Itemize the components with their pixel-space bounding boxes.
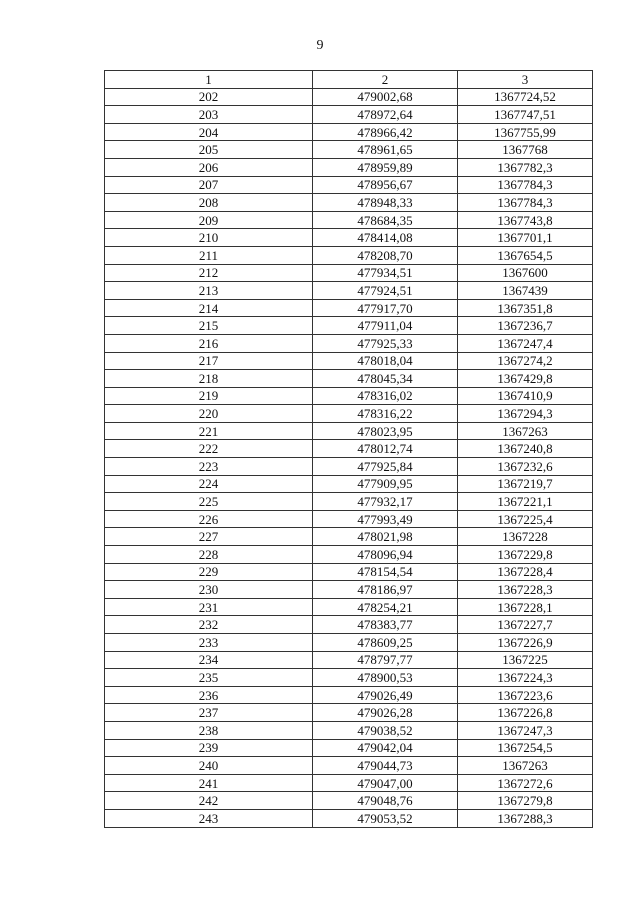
table-row	[105, 422, 593, 440]
y-coordinate-cell: 1367743,8	[458, 211, 593, 229]
table-row	[105, 387, 593, 405]
x-coordinate-cell: 478414,08	[313, 229, 458, 247]
x-coordinate-cell: 479044,73	[313, 757, 458, 775]
y-coordinate-cell: 1367236,7	[458, 317, 593, 335]
point-number-cell: 206	[105, 158, 313, 176]
y-coordinate-cell: 1367279,8	[458, 792, 593, 810]
y-coordinate-cell: 1367768	[458, 141, 593, 159]
x-coordinate-cell: 479042,04	[313, 739, 458, 757]
point-number-cell: 217	[105, 352, 313, 370]
table-row	[105, 651, 593, 669]
table-row	[105, 264, 593, 282]
x-coordinate-cell: 478096,94	[313, 546, 458, 564]
x-coordinate-cell: 478021,98	[313, 528, 458, 546]
point-number-cell: 231	[105, 598, 313, 616]
point-number-cell: 236	[105, 686, 313, 704]
y-coordinate-cell: 1367240,8	[458, 440, 593, 458]
point-number-cell: 226	[105, 510, 313, 528]
point-number-cell: 234	[105, 651, 313, 669]
y-coordinate-cell: 1367232,6	[458, 458, 593, 476]
table-row	[105, 510, 593, 528]
table-row	[105, 563, 593, 581]
x-coordinate-cell: 478045,34	[313, 370, 458, 388]
table-row	[105, 792, 593, 810]
header-row	[105, 71, 593, 89]
point-number-cell: 216	[105, 334, 313, 352]
y-coordinate-cell: 1367272,6	[458, 774, 593, 792]
table-row	[105, 616, 593, 634]
x-coordinate-cell: 477993,49	[313, 510, 458, 528]
y-coordinate-cell: 1367351,8	[458, 299, 593, 317]
table-row	[105, 739, 593, 757]
x-coordinate-cell: 477917,70	[313, 299, 458, 317]
x-coordinate-cell: 478316,22	[313, 405, 458, 423]
column-header-2: 2	[313, 71, 458, 89]
point-number-cell: 208	[105, 194, 313, 212]
table-row	[105, 299, 593, 317]
table-row	[105, 106, 593, 124]
point-number-cell: 218	[105, 370, 313, 388]
table-row	[105, 458, 593, 476]
x-coordinate-cell: 478012,74	[313, 440, 458, 458]
table-row	[105, 88, 593, 106]
table-row	[105, 352, 593, 370]
coordinates-table	[104, 70, 593, 828]
table-row	[105, 405, 593, 423]
x-coordinate-cell: 477925,84	[313, 458, 458, 476]
y-coordinate-cell: 1367224,3	[458, 669, 593, 687]
y-coordinate-cell: 1367225	[458, 651, 593, 669]
x-coordinate-cell: 477932,17	[313, 493, 458, 511]
point-number-cell: 223	[105, 458, 313, 476]
x-coordinate-cell: 479026,49	[313, 686, 458, 704]
point-number-cell: 209	[105, 211, 313, 229]
y-coordinate-cell: 1367747,51	[458, 106, 593, 124]
table-row	[105, 686, 593, 704]
table-row	[105, 809, 593, 827]
x-coordinate-cell: 478948,33	[313, 194, 458, 212]
point-number-cell: 220	[105, 405, 313, 423]
x-coordinate-cell: 478900,53	[313, 669, 458, 687]
point-number-cell: 241	[105, 774, 313, 792]
y-coordinate-cell: 1367226,9	[458, 634, 593, 652]
y-coordinate-cell: 1367784,3	[458, 176, 593, 194]
table-row	[105, 123, 593, 141]
y-coordinate-cell: 1367221,1	[458, 493, 593, 511]
x-coordinate-cell: 478186,97	[313, 581, 458, 599]
point-number-cell: 202	[105, 88, 313, 106]
x-coordinate-cell: 478797,77	[313, 651, 458, 669]
point-number-cell: 203	[105, 106, 313, 124]
x-coordinate-cell: 477909,95	[313, 475, 458, 493]
x-coordinate-cell: 478023,95	[313, 422, 458, 440]
y-coordinate-cell: 1367600	[458, 264, 593, 282]
x-coordinate-cell: 478154,54	[313, 563, 458, 581]
point-number-cell: 222	[105, 440, 313, 458]
table-row	[105, 669, 593, 687]
y-coordinate-cell: 1367227,7	[458, 616, 593, 634]
y-coordinate-cell: 1367247,3	[458, 721, 593, 739]
x-coordinate-cell: 479053,52	[313, 809, 458, 827]
y-coordinate-cell: 1367228,4	[458, 563, 593, 581]
x-coordinate-cell: 478956,67	[313, 176, 458, 194]
x-coordinate-cell: 478316,02	[313, 387, 458, 405]
y-coordinate-cell: 1367247,4	[458, 334, 593, 352]
y-coordinate-cell: 1367263	[458, 422, 593, 440]
y-coordinate-cell: 1367219,7	[458, 475, 593, 493]
x-coordinate-cell: 478383,77	[313, 616, 458, 634]
x-coordinate-cell: 478972,64	[313, 106, 458, 124]
column-header-1: 1	[105, 71, 313, 89]
table-row	[105, 475, 593, 493]
x-coordinate-cell: 479048,76	[313, 792, 458, 810]
point-number-cell: 210	[105, 229, 313, 247]
point-number-cell: 235	[105, 669, 313, 687]
y-coordinate-cell: 1367229,8	[458, 546, 593, 564]
x-coordinate-cell: 479002,68	[313, 88, 458, 106]
y-coordinate-cell: 1367228,1	[458, 598, 593, 616]
y-coordinate-cell: 1367294,3	[458, 405, 593, 423]
column-header-3: 3	[458, 71, 593, 89]
point-number-cell: 243	[105, 809, 313, 827]
table-row	[105, 774, 593, 792]
point-number-cell: 213	[105, 282, 313, 300]
y-coordinate-cell: 1367228	[458, 528, 593, 546]
point-number-cell: 227	[105, 528, 313, 546]
x-coordinate-cell: 478966,42	[313, 123, 458, 141]
table-row	[105, 721, 593, 739]
table-row	[105, 634, 593, 652]
table-row	[105, 546, 593, 564]
table-row	[105, 581, 593, 599]
point-number-cell: 221	[105, 422, 313, 440]
y-coordinate-cell: 1367784,3	[458, 194, 593, 212]
table-row	[105, 757, 593, 775]
table-row	[105, 229, 593, 247]
point-number-cell: 204	[105, 123, 313, 141]
point-number-cell: 211	[105, 246, 313, 264]
point-number-cell: 229	[105, 563, 313, 581]
table-row	[105, 211, 593, 229]
x-coordinate-cell: 478959,89	[313, 158, 458, 176]
table-row	[105, 370, 593, 388]
y-coordinate-cell: 1367782,3	[458, 158, 593, 176]
y-coordinate-cell: 1367226,8	[458, 704, 593, 722]
table-body	[105, 88, 593, 827]
point-number-cell: 233	[105, 634, 313, 652]
table-row	[105, 282, 593, 300]
x-coordinate-cell: 478961,65	[313, 141, 458, 159]
table-row	[105, 158, 593, 176]
table-row	[105, 194, 593, 212]
x-coordinate-cell: 479047,00	[313, 774, 458, 792]
point-number-cell: 230	[105, 581, 313, 599]
x-coordinate-cell: 478018,04	[313, 352, 458, 370]
x-coordinate-cell: 478254,21	[313, 598, 458, 616]
table-header	[105, 71, 593, 89]
point-number-cell: 215	[105, 317, 313, 335]
x-coordinate-cell: 477934,51	[313, 264, 458, 282]
y-coordinate-cell: 1367724,52	[458, 88, 593, 106]
point-number-cell: 212	[105, 264, 313, 282]
point-number-cell: 205	[105, 141, 313, 159]
table-row	[105, 704, 593, 722]
x-coordinate-cell: 477911,04	[313, 317, 458, 335]
table-row	[105, 246, 593, 264]
point-number-cell: 237	[105, 704, 313, 722]
point-number-cell: 228	[105, 546, 313, 564]
table-row	[105, 598, 593, 616]
point-number-cell: 240	[105, 757, 313, 775]
point-number-cell: 232	[105, 616, 313, 634]
table-row	[105, 493, 593, 511]
point-number-cell: 225	[105, 493, 313, 511]
x-coordinate-cell: 477925,33	[313, 334, 458, 352]
x-coordinate-cell: 478684,35	[313, 211, 458, 229]
y-coordinate-cell: 1367288,3	[458, 809, 593, 827]
point-number-cell: 214	[105, 299, 313, 317]
y-coordinate-cell: 1367410,9	[458, 387, 593, 405]
y-coordinate-cell: 1367225,4	[458, 510, 593, 528]
table-row	[105, 176, 593, 194]
table-row	[105, 528, 593, 546]
point-number-cell: 242	[105, 792, 313, 810]
point-number-cell: 219	[105, 387, 313, 405]
y-coordinate-cell: 1367254,5	[458, 739, 593, 757]
x-coordinate-cell: 479038,52	[313, 721, 458, 739]
table-row	[105, 440, 593, 458]
x-coordinate-cell: 478208,70	[313, 246, 458, 264]
x-coordinate-cell: 478609,25	[313, 634, 458, 652]
y-coordinate-cell: 1367439	[458, 282, 593, 300]
table-row	[105, 317, 593, 335]
point-number-cell: 239	[105, 739, 313, 757]
table-row	[105, 334, 593, 352]
y-coordinate-cell: 1367223,6	[458, 686, 593, 704]
page-number: 9	[316, 38, 324, 53]
point-number-cell: 224	[105, 475, 313, 493]
point-number-cell: 207	[105, 176, 313, 194]
x-coordinate-cell: 477924,51	[313, 282, 458, 300]
y-coordinate-cell: 1367755,99	[458, 123, 593, 141]
y-coordinate-cell: 1367263	[458, 757, 593, 775]
x-coordinate-cell: 479026,28	[313, 704, 458, 722]
y-coordinate-cell: 1367654,5	[458, 246, 593, 264]
y-coordinate-cell: 1367228,3	[458, 581, 593, 599]
table-row	[105, 141, 593, 159]
y-coordinate-cell: 1367274,2	[458, 352, 593, 370]
y-coordinate-cell: 1367429,8	[458, 370, 593, 388]
point-number-cell: 238	[105, 721, 313, 739]
y-coordinate-cell: 1367701,1	[458, 229, 593, 247]
